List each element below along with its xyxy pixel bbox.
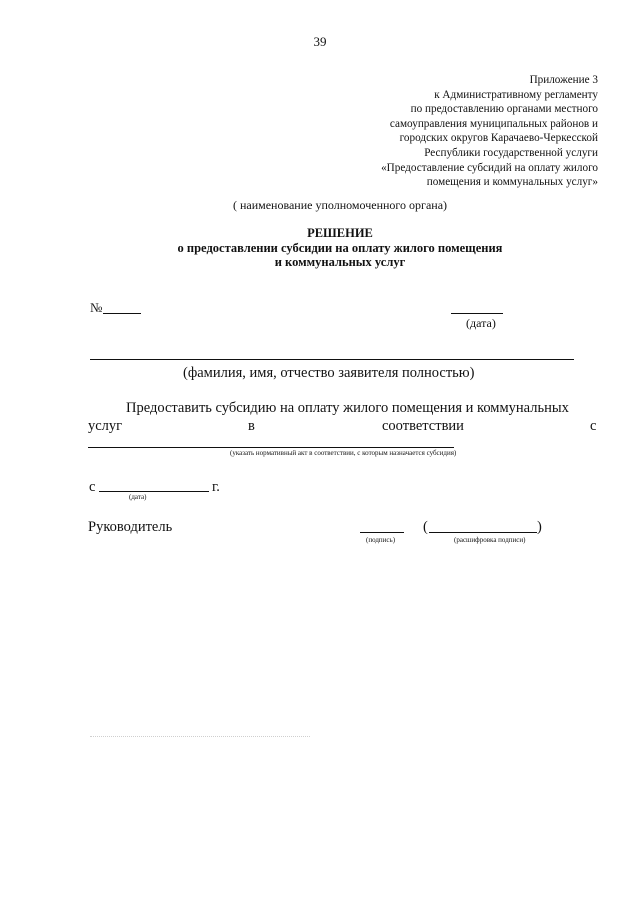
title-line: о предоставлении субсидии на оплату жилого помещения (177, 240, 503, 255)
body-word: соответствии (382, 418, 464, 434)
page-number: 39 (313, 34, 327, 49)
since-suffix: г. (212, 479, 220, 495)
date-field-line (451, 313, 503, 314)
decode-line (429, 532, 537, 533)
appendix-line: городских округов Карачаево-Черкесской (399, 132, 598, 145)
act-caption: (указать нормативный акт в соответствии, с которым назначается субсидия) (230, 449, 457, 457)
signature-caption: (подпись) (366, 536, 396, 544)
since-date-line (99, 491, 209, 492)
body-word: услуг (88, 418, 123, 434)
signature-line (360, 532, 404, 533)
applicant-caption: (фамилия, имя, отчество заявителя полностью) (183, 365, 475, 381)
number-label: № (90, 300, 103, 315)
organization-caption: ( наименование уполномоченного органа) (232, 198, 448, 212)
paren-close: ) (537, 519, 542, 535)
appendix-line: помещения и коммунальных услуг» (426, 176, 598, 189)
paren-open: ( (423, 519, 428, 535)
document-title (0, 226, 640, 270)
signature-role: Руководитель (88, 519, 173, 535)
body-word: с (590, 418, 597, 434)
appendix-line: самоуправления муниципальных районов и (389, 117, 598, 130)
appendix-line: по предоставлению органами местного (410, 103, 598, 116)
applicant-field-line (90, 359, 574, 360)
act-field-line (88, 447, 454, 448)
decode-caption: (расшифровка подписи) (454, 536, 526, 544)
since-prefix: с (89, 479, 96, 495)
body-word: в (248, 418, 255, 434)
body-line: Предоставить субсидию на оплату жилого помещения и коммунальных (126, 400, 569, 416)
title-line: и коммунальных услуг (274, 255, 406, 269)
title-main: РЕШЕНИЕ (307, 226, 373, 240)
appendix-line: «Предоставление субсидий на оплату жилого (381, 161, 598, 174)
appendix-block (298, 73, 598, 190)
date-caption: (дата) (466, 316, 496, 330)
appendix-line: Республики государственной услуги (424, 146, 598, 159)
appendix-line: к Административному регламенту (434, 88, 598, 101)
number-field-line (103, 313, 141, 314)
since-date-caption: (дата) (129, 493, 147, 501)
appendix-line: Приложение 3 (529, 74, 598, 86)
scan-artifact (90, 736, 310, 737)
